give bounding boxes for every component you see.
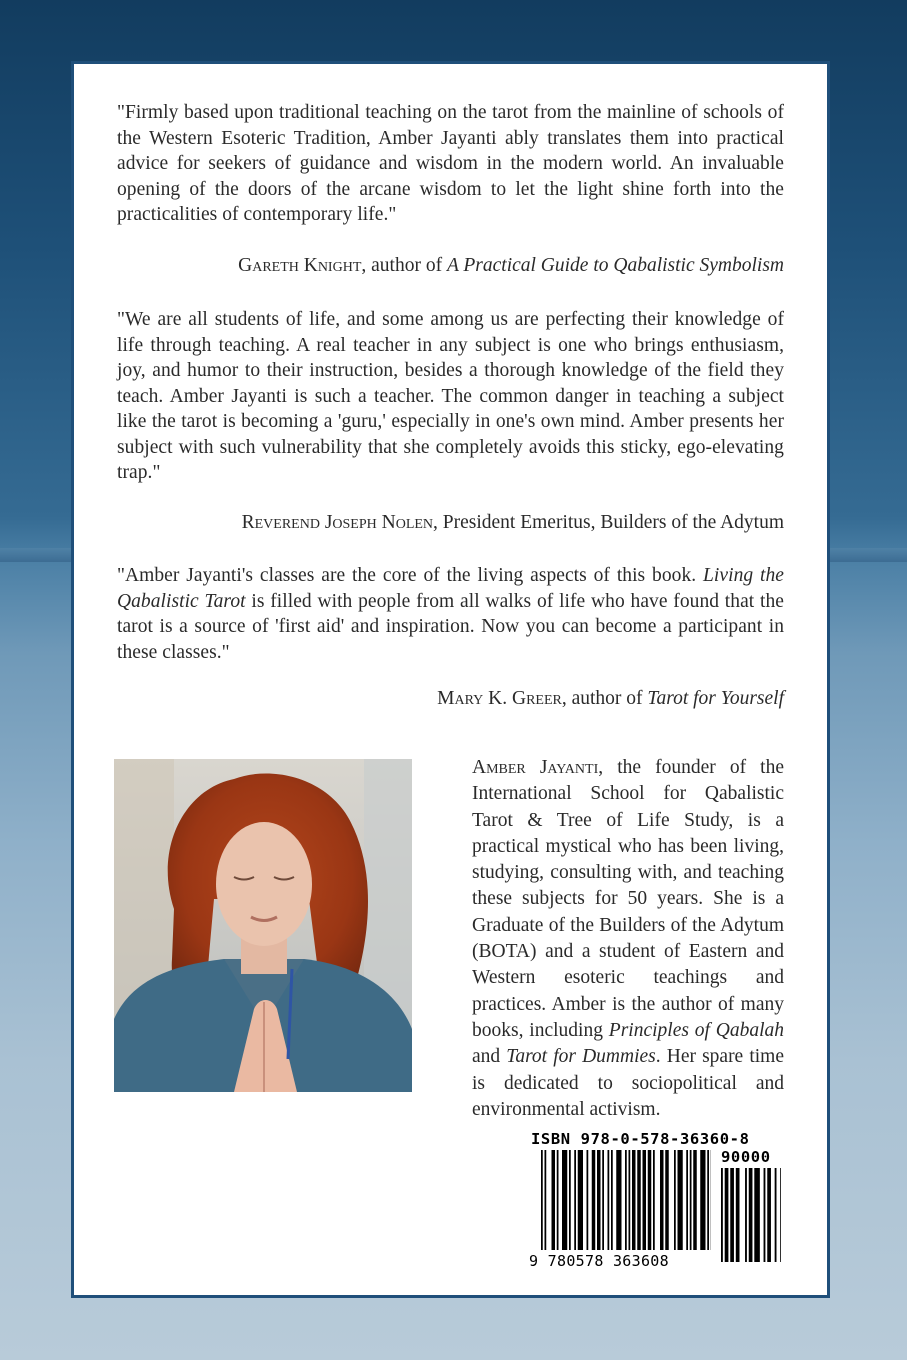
barcode-bar (578, 1150, 583, 1250)
barcode-bar (686, 1150, 688, 1250)
quote-book-title: Living the Qabalistic Tarot (117, 565, 784, 612)
barcode-bar (690, 1150, 692, 1250)
author-photo (114, 759, 412, 1092)
barcode-bar (660, 1150, 664, 1250)
barcode-bar (587, 1150, 589, 1250)
barcode-bars-main (541, 1150, 711, 1254)
isbn-label: ISBN 978-0-578-36360-8 (531, 1130, 750, 1148)
barcode-bar (541, 1150, 543, 1250)
ean-digits: 9 780578 363608 (529, 1252, 669, 1270)
barcode-bar (637, 1150, 641, 1250)
bio-author-name: Amber Jayanti (472, 757, 599, 778)
barcode-bar (674, 1150, 676, 1250)
barcode-bar (569, 1150, 571, 1250)
barcode-bar (608, 1150, 610, 1250)
barcode-bars-addon (721, 1168, 781, 1266)
barcode-bar (721, 1168, 723, 1262)
barcode-bar (665, 1150, 669, 1250)
barcode-bar (725, 1168, 729, 1262)
barcode-bar (678, 1150, 683, 1250)
panel-content (117, 64, 784, 1295)
barcode-bar (653, 1150, 655, 1250)
barcode-bar (545, 1150, 547, 1250)
barcode-bar (562, 1150, 567, 1250)
barcode-bar (745, 1168, 747, 1262)
attribution-name: Mary K. Greer (437, 688, 562, 709)
barcode-bar (625, 1150, 627, 1250)
barcode-bar (700, 1150, 705, 1250)
barcode-bar (611, 1150, 613, 1250)
author-photo-illustration (114, 759, 412, 1092)
barcode-bar (643, 1150, 647, 1250)
barcode-bar (629, 1150, 631, 1250)
barcode-bar (736, 1168, 740, 1262)
quote-nolen: "We are all students of life, and some among us are perfecting their knowledge of life through teaching. A real teacher in any subject is one who brings enthusiasm, joy, and humor to their instruction, besides a thorough knowledge of the field they teach. Amber Jayanti is such a teacher. The common danger in teaching a subject like the tarot is becoming a 'guru,' especially in one's own mind. Amber presents her subject with such vulnerability that she completely avoids this sticky, ego-elevating trap." (117, 309, 784, 483)
quote-knight: "Firmly based upon traditional teaching on the tarot from the mainline of schools of the Western Esoteric Tradition, Amber Jayanti ably translates them into practical advice for seekers of guidance and wisdom in the modern world. An invaluable opening of the doors of the arcane wisdom to let the light shine forth into the practicalities of contemporary life." (117, 102, 784, 225)
barcode-bar (552, 1150, 556, 1250)
isbn-barcode (525, 1130, 787, 1278)
barcode-bar (574, 1150, 576, 1250)
barcode-bar (775, 1168, 777, 1262)
barcode-bar (597, 1150, 601, 1250)
barcode-bar (730, 1168, 734, 1262)
attribution-book: A Practical Guide to Qabalistic Symbolism (446, 255, 784, 276)
back-cover-panel (71, 61, 830, 1298)
barcode-bar (754, 1168, 760, 1262)
attribution-greer: Mary K. Greer, author of Tarot for Yourself (437, 688, 784, 709)
barcode-bar (602, 1150, 604, 1250)
barcode-bar (693, 1150, 697, 1250)
attribution-book: Tarot for Yourself (647, 688, 784, 709)
barcode-bar (632, 1150, 636, 1250)
barcode-bar (764, 1168, 766, 1262)
barcode-bar (557, 1150, 559, 1250)
barcode-bar (707, 1150, 709, 1250)
quote-greer: "Amber Jayanti's classes are the core of the living aspects of this book. Living the Qabalistic Tarot is filled with people from all walks of life who have found that the tarot is a source of 'first aid' and inspiration. Now you can become a participant in these classes." (117, 565, 784, 663)
author-bio: Amber Jayanti, the founder of the International School for Qabalistic Tarot & Tree of Life Study, is a practical mystical who has been living, studying, consulting with, and teaching these subjects for 50 years. She is a Graduate of the Builders of the Adytum (BOTA) and a student of Eastern and Western esoteric teachings and practices. Amber is the author of many books, including Principles of Qabalah and Tarot for Dummies. Her spare time is dedicated to sociopolitical and environmental activism. (472, 757, 784, 1120)
barcode-bar (648, 1150, 652, 1250)
barcode-bar (749, 1168, 753, 1262)
barcode-bar (767, 1168, 771, 1262)
bio-book-1: Principles of Qabalah (608, 1019, 784, 1041)
attribution-knight: Gareth Knight, author of A Practical Guide to Qabalistic Symbolism (238, 255, 784, 276)
bio-book-2: Tarot for Dummies (506, 1046, 656, 1068)
attribution-name: Reverend Joseph Nolen (241, 512, 434, 533)
price-code: 90000 (721, 1148, 771, 1166)
attribution-nolen: Reverend Joseph Nolen, President Emeritus, Builders of the Adytum (241, 512, 784, 533)
attribution-name: Gareth Knight (238, 255, 362, 276)
barcode-bar (616, 1150, 621, 1250)
barcode-bar (780, 1168, 781, 1262)
barcode-bar (592, 1150, 596, 1250)
